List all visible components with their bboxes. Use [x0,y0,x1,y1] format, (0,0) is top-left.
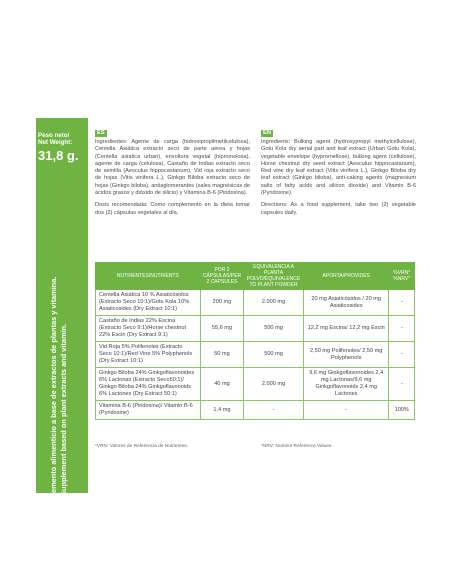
label-sidebar [36,118,88,516]
footnote-es: *VRN: Valores de Referencia de Nutrientes. [95,444,188,449]
table-row [96,316,415,342]
nrv-cell: 100% [389,401,415,420]
supplement-label [36,118,421,516]
product-description-es: Complemento alimenticio a base de extractos de plantas y vitamina. [49,276,58,516]
per-capsules-cell: 200 mg [200,290,243,316]
header-provides: APORTA/PROVIDES [303,263,389,290]
provides-cell: 9,6 mg Ginkgoflavonoides 2,4 mg Lactonas/9,6 mg Ginkgoflavonoids 2,4 mg Lactones [303,368,389,401]
nrv-cell: - [389,290,415,316]
product-description [49,206,69,516]
per-capsules-cell: 55,6 mg [200,316,243,342]
provides-cell: 20 mg Asiaticósidos / 20 mg Asiaticosides [303,290,389,316]
footnote-en: *NRV: Nutrient Reference Values. [261,444,333,449]
nutrient-cell: Castaño de Indias 22% Escina (Extracto Seco 9:1)/Horse chestnut 22% Escin (Dry Extract 9:1) [96,316,201,342]
dose-es: Dosis recomendada: Como complemento en la dieta tomar dos (2) cápsulas vegetales al día. [95,202,250,216]
equivalence-cell: 500 mg [244,342,304,368]
nutrient-cell: Ginkgo Biloba 24% Ginkgoflavonoides 6% Lactonas (Extracto Seco50:1)/ Ginkgo Biloba 24% Ginkgoflavonoids 6% Lactones (Dry Extract 50:1) [96,368,201,401]
nutrient-cell: Centella Asiática 10 % Asiaticósidos (Extracto Seco 10:1)/Gotu Kola 10% Asiaticosides (Dry Extract 10:1) [96,290,201,316]
table-row [96,368,415,401]
net-weight-label-es: Peso neto/ [38,132,70,139]
nutrient-cell: Vid Roja 5% Polifenoles (Extracto Seco 10:1)/Red Vine 5% Polyphenols (Dry Extract 10:1) [96,342,201,368]
provides-cell: 2,50 mg Polifenoles/ 2,50 mg Polyphenols [303,342,389,368]
dose-en: Directions: As a food supplement, take two (2) vegetable capsules daily. [261,202,416,216]
equivalence-cell: - [244,401,304,420]
nutrient-cell: Vitamina B-6 (Piridoxina)/ Vitamin B-6 (Pyridoxine) [96,401,201,420]
equivalence-cell: 2.000 mg [244,368,304,401]
header-per-2-capsules: POR 2 CÁPSULAS/PER 2 CAPSULES [200,263,243,290]
lang-tag-es: ES [97,130,105,136]
product-description-en: Food Supplement based on plant extracts and vitamin. [59,323,68,516]
net-weight-value: 31,8 g. [38,148,79,163]
lang-tag-en: EN [263,130,272,136]
equivalence-cell: 500 mg [244,316,304,342]
per-capsules-cell: 50 mg [200,342,243,368]
per-capsules-cell: 40 mg [200,368,243,401]
net-weight [36,132,88,163]
provides-cell: 12,2 mg Escina/ 12,2 mg Escin [303,316,389,342]
net-weight-label-en: Net Weight: [38,139,73,146]
table-row [96,401,415,420]
english-column [261,130,416,222]
per-capsules-cell: 1,4 mg [200,401,243,420]
nrv-cell: - [389,316,415,342]
ingredients-es: Ingredientes: Agente de carga (hidroxipropilmetilcelulosa), Centella Asiática extracto seco de parte aérea y hojas (Centella asiatica urban), envoltura vegetal (hipromelosa), agente de carga (celulosa), Castaño de Indias extracto seco de semilla (Aesculus hippocastanum), Vid roja extracto seco de hojas (Vitis vinifera L.), Ginkgo Biloba extracto seco de hojas (Ginkgo biloba), antiaglomerantes (sales magnésicas de ácidos grasos y dióxido de silicio) y Vitamina B-6 (Piridoxina). [95,139,250,197]
table-row [96,290,415,316]
label-content [95,130,417,280]
table-row [96,342,415,368]
table-header-row [96,263,415,290]
provides-cell: - [303,401,389,420]
header-nutrients: NUTRIENTES/NUTRIENTS [96,263,201,290]
nrv-cell: - [389,342,415,368]
nrv-cell: - [389,368,415,401]
nutrition-table [95,262,415,420]
equivalence-cell: 2.000 mg [244,290,304,316]
header-plant-equivalence: EQUIVALENCIA A PLANTA POLVO/EQUIVALENCE TO PLANT POWDER [244,263,304,290]
header-nrv: %VRN* %NRV* [389,263,415,290]
spanish-column [95,130,250,222]
ingredients-en: Ingredients: Bulking agent (hydroxypropyl methylcellulose), Gotu Kola dry aerial part and leaf extract (Urban Gotu Kola), vegetable envelope (hypromellose), bulking agent (cellulose), Horse chestnut dry seed extract (Aesculus hippocastanum), Red vine dry leaf extract (Vitis vinifera L.), Ginkgo Biloba dry leaf extract (Ginkgo biloba), anti-caking agents (magnesium salts of fatty acids and silicon dioxide) and Vitamin B-6 (Pyridoxine). [261,139,416,197]
